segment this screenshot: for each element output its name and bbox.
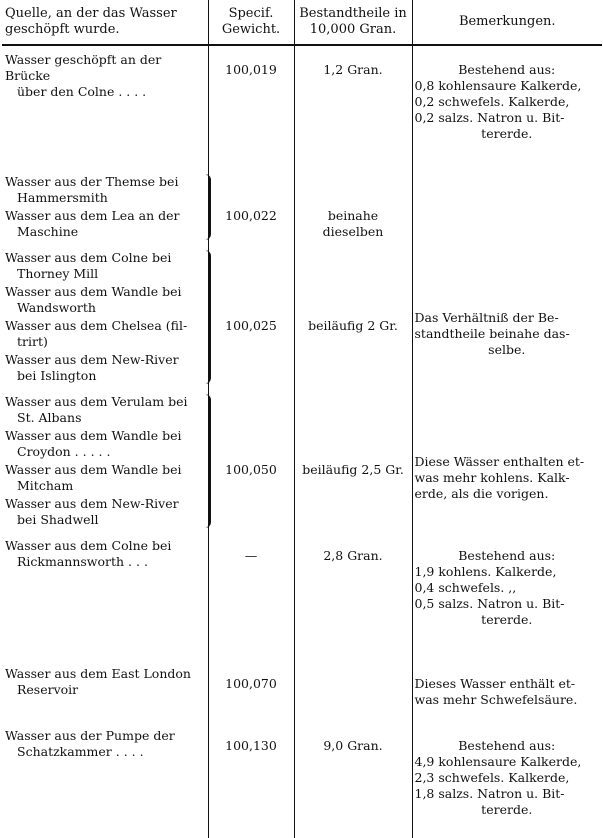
source-line: Wasser aus dem Wandle bei [5, 428, 182, 443]
source-line: Schatzkammer . . . . [17, 744, 144, 759]
source-line: Wasser aus dem New-River [5, 352, 179, 367]
group-brace [203, 174, 211, 240]
gravity-cell: — [208, 530, 294, 628]
constituents-cell: beiläufig 2,5 Gr. [294, 386, 412, 530]
gravity-cell: 100,019 [208, 45, 294, 142]
remark-line: 4,9 kohlensaure Kalkerde, [414, 754, 582, 769]
gravity-cell: 100,050 [208, 386, 294, 530]
table-row [2, 45, 602, 142]
remark-line: Bestehend aus: [458, 62, 556, 77]
gravity-cell: 100,025 [208, 242, 294, 386]
source-entry [5, 174, 205, 206]
source-line: Wasser geschöpft an der Brücke [5, 52, 162, 83]
remarks-cell [412, 45, 602, 142]
remark-line: Das Verhältniß der Be- [414, 310, 559, 325]
source-entry [5, 728, 205, 760]
remarks-cell [412, 142, 602, 242]
spacer-cell [2, 818, 208, 838]
source-entry [5, 318, 205, 350]
source-line: Wasser aus dem Lea an der [5, 208, 180, 223]
source-line: Croydon . . . . . [17, 444, 111, 459]
source-entry [5, 352, 205, 384]
remark-line: erde, als die vorigen. [414, 486, 549, 501]
remark-line: selbe. [488, 342, 526, 357]
remark-line: 0,2 schwefels. Kalkerde, [414, 94, 570, 109]
remark-line: 0,2 salzs. Natron u. Bit- [414, 110, 565, 125]
table-row [2, 530, 602, 628]
constituents-cell: 1,2 Gran. [294, 45, 412, 142]
remark-line: Bestehend aus: [458, 738, 556, 753]
source-cell [2, 242, 208, 386]
remark-line: tererde. [481, 126, 533, 141]
constituents-cell: beiläufig 2 Gr. [294, 242, 412, 386]
source-line: Wasser aus der Themse bei [5, 174, 179, 189]
remark-line: Diese Wässer enthalten et- [414, 454, 585, 469]
water-analysis-table [2, 0, 602, 838]
group-brace [203, 394, 211, 528]
source-line: Wasser aus dem Colne bei [5, 250, 172, 265]
source-line: bei Shadwell [17, 512, 99, 527]
remark-line: Bestehend aus: [458, 548, 556, 563]
remark-line: 0,5 salzs. Natron u. Bit- [414, 596, 565, 611]
source-cell [2, 708, 208, 818]
source-entry [5, 284, 205, 316]
gravity-cell: 100,070 [208, 628, 294, 708]
remark-line: tererde. [481, 802, 533, 817]
source-entry [5, 538, 205, 570]
source-line: Wasser aus dem Verulam bei [5, 394, 188, 409]
table-bottom-spacer [2, 818, 602, 838]
source-line: Thorney Mill [17, 266, 99, 281]
source-line: St. Albans [17, 410, 82, 425]
spacer-cell [208, 818, 294, 838]
remark-line: 2,3 schwefels. Kalkerde, [414, 770, 570, 785]
table-row [2, 386, 602, 530]
source-line: Wasser aus dem Wandle bei [5, 284, 182, 299]
header-constituents: Bestandtheile in 10,000 Gran. [294, 0, 412, 45]
constituents-cell [294, 628, 412, 708]
source-entry [5, 250, 205, 282]
source-entry [5, 462, 205, 494]
group-brace [203, 250, 211, 384]
spacer-cell [412, 818, 602, 838]
header-remarks: Bemerkungen. [412, 0, 602, 45]
table-row [2, 242, 602, 386]
header-gravity: Specif. Gewicht. [208, 0, 294, 45]
source-line: Wasser aus dem Wandle bei [5, 462, 182, 477]
source-line: Mitcham [17, 478, 74, 493]
source-entry [5, 394, 205, 426]
remark-line: was mehr Schwefelsäure. [414, 692, 578, 707]
source-entry [5, 496, 205, 528]
source-entry [5, 52, 205, 100]
source-line: trirt) [17, 334, 48, 349]
source-entry [5, 666, 205, 698]
table-row [2, 142, 602, 242]
source-line: bei Islington [17, 368, 97, 383]
source-line: Hammersmith [17, 190, 108, 205]
source-line: Maschine [17, 224, 79, 239]
source-line: Wasser aus dem New-River [5, 496, 179, 511]
source-line: Wasser aus der Pumpe der [5, 728, 175, 743]
remark-line: Dieses Wasser enthält et- [414, 676, 576, 691]
source-line: Reservoir [17, 682, 79, 697]
constituents-cell: 9,0 Gran. [294, 708, 412, 818]
remarks-cell [412, 242, 602, 386]
source-entry [5, 208, 205, 240]
remark-line: standtheile beinahe das- [414, 326, 570, 341]
source-line: Rickmannsworth . . . [17, 554, 148, 569]
source-cell [2, 142, 208, 242]
constituents-cell: 2,8 Gran. [294, 530, 412, 628]
remark-line: 1,8 salzs. Natron u. Bit- [414, 786, 565, 801]
gravity-cell: 100,130 [208, 708, 294, 818]
remark-line: tererde. [481, 612, 533, 627]
source-entry [5, 428, 205, 460]
remark-line: 0,8 kohlensaure Kalkerde, [414, 78, 582, 93]
header-row [2, 0, 602, 45]
header-source: Quelle, an der das Wasser geschöpft wurde. [2, 0, 208, 45]
remark-line: 0,4 schwefels. ,, [414, 580, 517, 595]
remarks-cell [412, 708, 602, 818]
source-line: Wasser aus dem Chelsea (fil- [5, 318, 188, 333]
source-line: Wasser aus dem East London [5, 666, 191, 681]
remarks-cell [412, 386, 602, 530]
remarks-cell [412, 530, 602, 628]
remark-line: 1,9 kohlens. Kalkerde, [414, 564, 557, 579]
source-line: Wandsworth [17, 300, 96, 315]
source-cell [2, 628, 208, 708]
gravity-cell: 100,022 [208, 142, 294, 242]
source-line: Wasser aus dem Colne bei [5, 538, 172, 553]
source-line: über den Colne . . . . [17, 84, 147, 99]
remarks-cell [412, 628, 602, 708]
source-cell [2, 386, 208, 530]
spacer-cell [294, 818, 412, 838]
source-cell [2, 530, 208, 628]
table-row [2, 628, 602, 708]
table-row [2, 708, 602, 818]
source-cell [2, 45, 208, 142]
constituents-cell: beinahe dieselben [294, 142, 412, 242]
remark-line: was mehr kohlens. Kalk- [414, 470, 570, 485]
